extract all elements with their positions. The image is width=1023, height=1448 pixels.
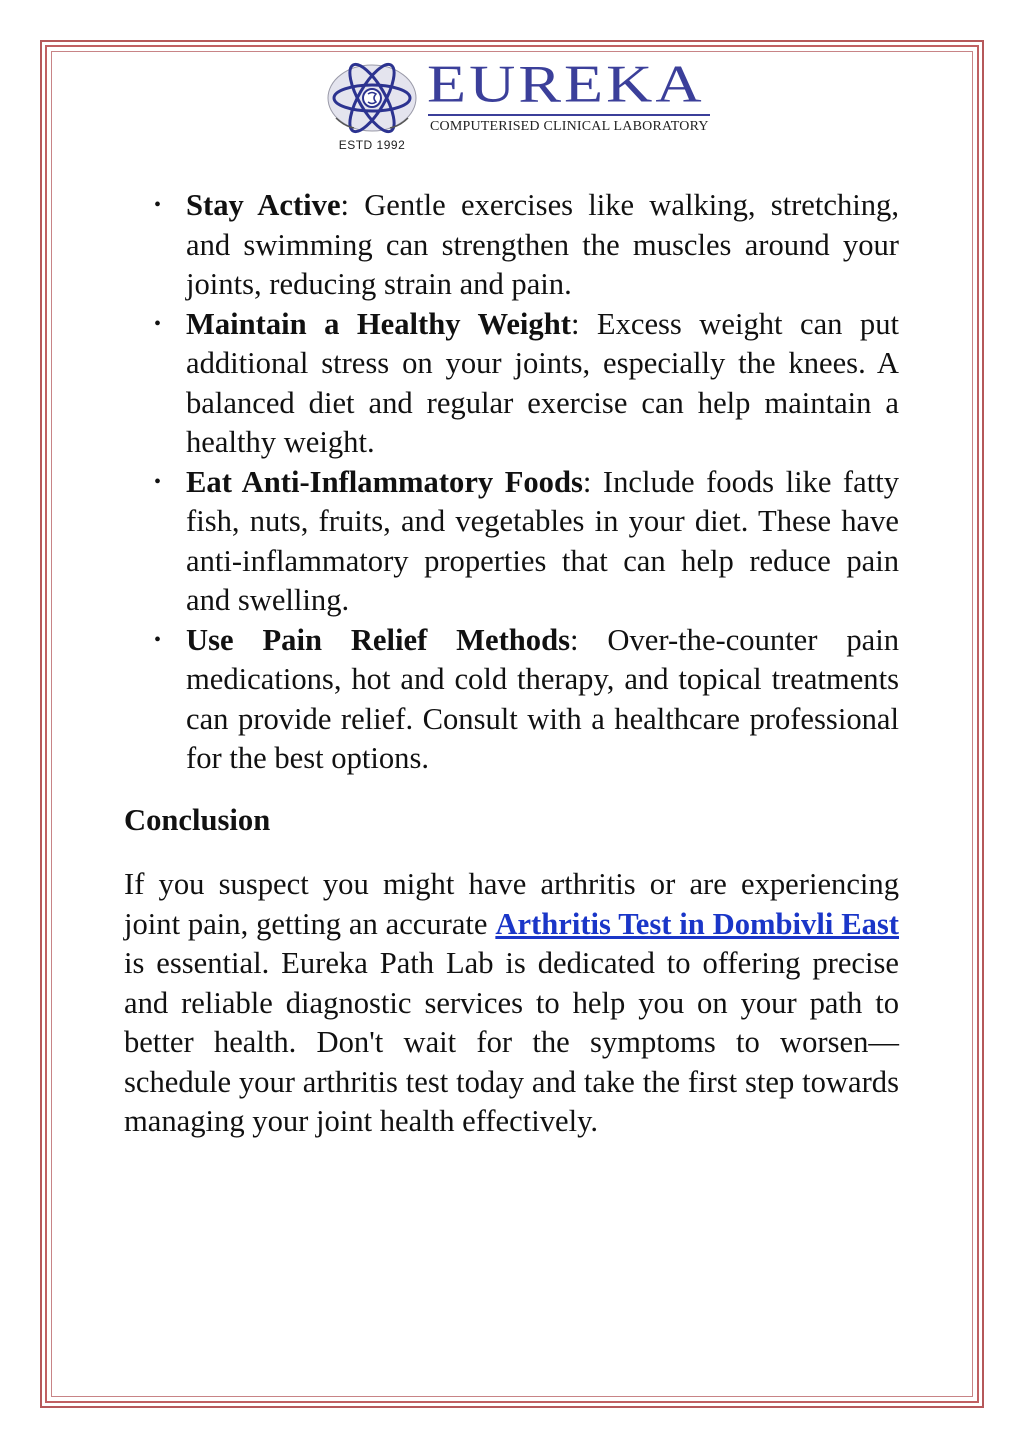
list-item (124, 186, 899, 305)
bullet-icon: • (154, 628, 162, 651)
paragraph-text-before-link: If you suspect you might have arthritis or are experiencing joint pain, getting an accurate (124, 867, 899, 941)
eureka-logo (322, 54, 714, 158)
tips-list (124, 186, 899, 779)
tip-title: Use Pain Relief Methods (186, 622, 571, 657)
brand-name: EUREKA (427, 54, 705, 113)
brand-tagline: COMPUTERISED CLINICAL LABORATORY (430, 119, 709, 134)
paragraph-text-after-link: is essential. Eureka Path Lab is dedicated to offering precise and reliable diagnostic services to help you on your path to better health. Don't wait for the symptoms to worsen—schedule your arthritis test today and take the first step towards managing your joint health effectively. (124, 946, 899, 1138)
tip-title: Eat Anti-Inflammatory Foods (186, 464, 583, 499)
bullet-icon: • (154, 470, 162, 493)
tip-text: : Include foods like fatty fish, nuts, fruits, and vegetables in your diet. These have anti-inflammatory properties that can help reduce pain and swelling. (186, 464, 899, 617)
conclusion-paragraph (124, 865, 899, 1142)
tip-title: Maintain a Healthy Weight (186, 306, 571, 341)
list-item (124, 305, 899, 463)
established-year: ESTD 1992 (328, 138, 416, 152)
document-body (124, 186, 899, 1142)
list-item (124, 621, 899, 779)
tip-title: Stay Active (186, 188, 341, 222)
tip-text: : Gentle exercises like walking, stretching, and swimming can strengthen the muscles around your joints, reducing strain and pain. (186, 188, 899, 301)
conclusion-heading: Conclusion (124, 802, 271, 837)
bullet-icon: • (154, 312, 162, 335)
tip-text: : Over-the-counter pain medications, hot and cold therapy, and topical treatments can provide relief. Consult with a healthcare professional for the best options. (186, 622, 899, 775)
brand-underline (428, 114, 710, 116)
tip-text: : Excess weight can put additional stress on your joints, especially the knees. A balanced diet and regular exercise can help maintain a healthy weight. (186, 306, 899, 459)
bullet-icon: • (154, 194, 162, 216)
arthritis-test-link[interactable]: Arthritis Test in Dombivli East (495, 906, 899, 941)
list-item (124, 463, 899, 621)
